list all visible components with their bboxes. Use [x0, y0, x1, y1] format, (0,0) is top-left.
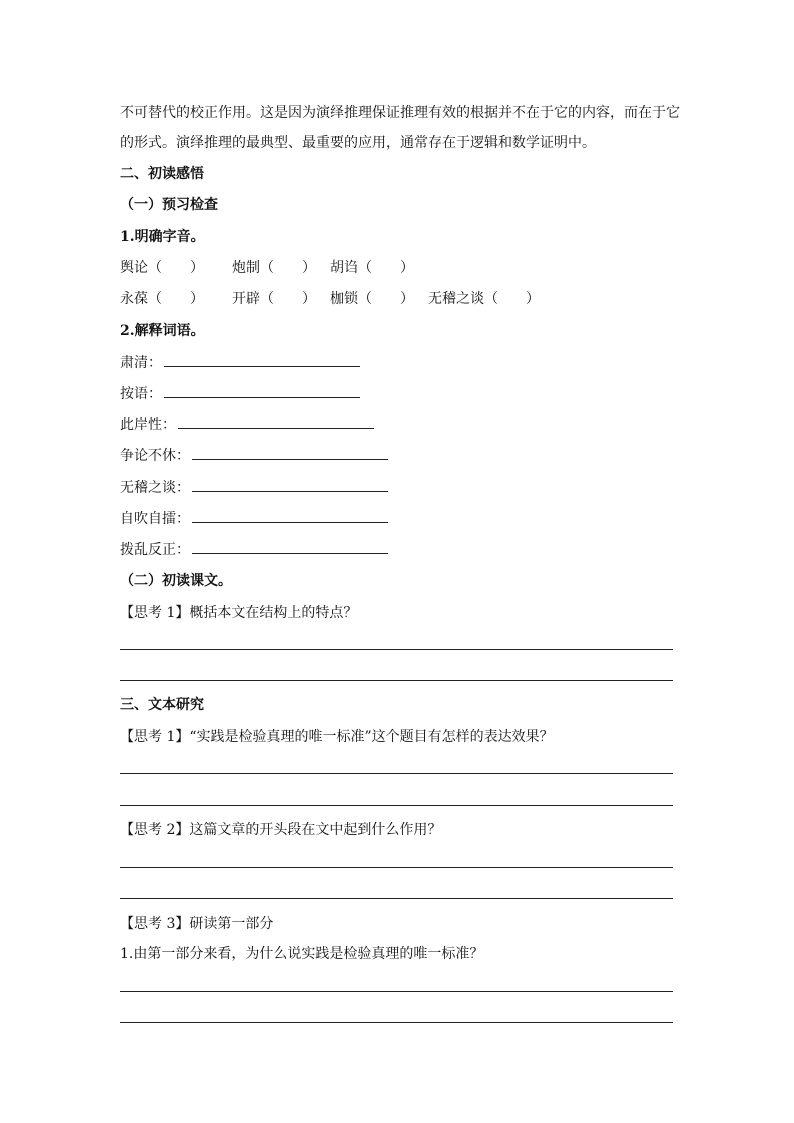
- term-label: 争论不休：: [120, 448, 190, 464]
- pronunciation-item: 炮制（ ）: [232, 260, 316, 276]
- think-question: 【思考 2】这篇文章的开头段在文中起到什么作用？: [120, 822, 442, 838]
- answer-line[interactable]: [120, 805, 673, 806]
- term-row: [120, 383, 360, 404]
- term-label: 拨乱反正：: [120, 542, 190, 558]
- sub-question: 1.由第一部分来看，为什么说实践是检验真理的唯一标准？: [120, 946, 484, 962]
- section-heading-2: 二、初读感悟: [120, 166, 204, 182]
- answer-line[interactable]: [120, 898, 673, 899]
- answer-line[interactable]: [120, 991, 673, 992]
- answer-blank[interactable]: [164, 352, 360, 367]
- answer-line[interactable]: [120, 867, 673, 868]
- answer-blank[interactable]: [192, 445, 388, 460]
- answer-blank[interactable]: [178, 414, 374, 429]
- term-label: 无稽之谈：: [120, 480, 190, 496]
- term-row: [120, 477, 388, 498]
- think-question: 【思考 1】“实践是检验真理的唯一标准”这个题目有怎样的表达效果？: [120, 729, 554, 745]
- pronunciation-item: 无稽之谈（ ）: [428, 291, 540, 307]
- term-label: 此岸性：: [120, 417, 176, 433]
- question-heading-pronunciation: 1.明确字音。: [120, 229, 205, 245]
- answer-blank[interactable]: [192, 477, 388, 492]
- term-label: 按语：: [120, 386, 162, 402]
- paragraph-line-2: 的形式。演绎推理的最典型、最重要的应用，通常存在于逻辑和数学证明中。: [120, 135, 596, 151]
- term-row: [120, 445, 388, 466]
- pronunciation-item: 胡诌（ ）: [330, 260, 414, 276]
- pronunciation-item: 枷锁（ ）: [330, 291, 414, 307]
- subsection-heading-2: （二）初读课文。: [120, 573, 232, 589]
- subsection-heading-1: （一）预习检查: [120, 197, 218, 213]
- term-row: [120, 539, 388, 560]
- answer-line[interactable]: [120, 1022, 673, 1023]
- think-question: 【思考 3】研读第一部分: [120, 916, 274, 932]
- question-heading-explain: 2.解释词语。: [120, 323, 205, 339]
- answer-blank[interactable]: [192, 539, 388, 554]
- paragraph-line-1: 不可替代的校正作用。这是因为演绎推理保证推理有效的根据并不在于它的内容，而在于它: [120, 105, 680, 121]
- term-row: [120, 508, 388, 529]
- answer-line[interactable]: [120, 773, 673, 774]
- answer-blank[interactable]: [164, 383, 360, 398]
- pronunciation-item: 永葆（ ）: [120, 291, 204, 307]
- pronunciation-item: 舆论（ ）: [120, 260, 204, 276]
- section-heading-3: 三、文本研究: [120, 697, 204, 713]
- think-question: 【思考 1】概括本文在结构上的特点？: [120, 605, 358, 621]
- pronunciation-item: 开辟（ ）: [232, 291, 316, 307]
- term-row: [120, 414, 374, 435]
- term-label: 自吹自擂：: [120, 511, 190, 527]
- answer-blank[interactable]: [192, 508, 388, 523]
- term-row: [120, 352, 360, 373]
- answer-line[interactable]: [120, 649, 673, 650]
- term-label: 肃清：: [120, 355, 162, 371]
- answer-line[interactable]: [120, 680, 673, 681]
